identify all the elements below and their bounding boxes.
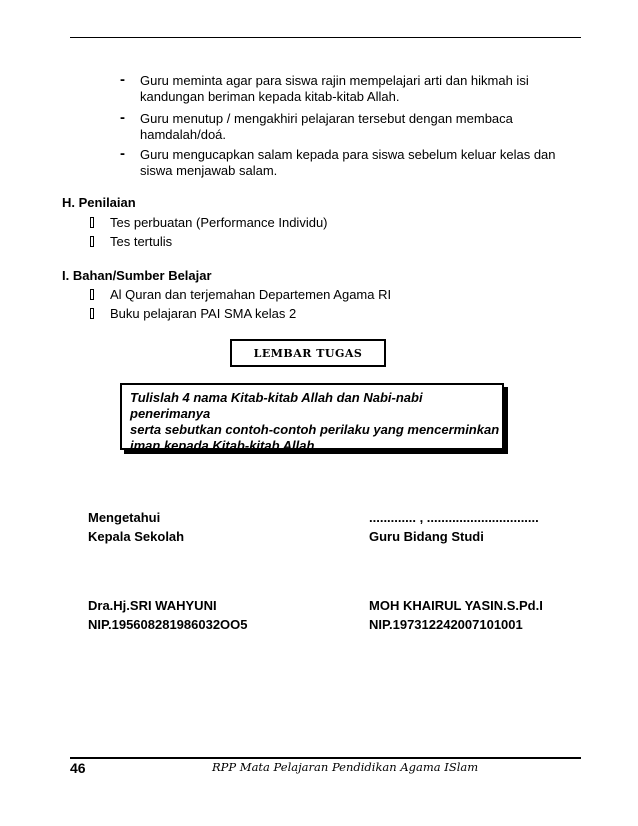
sign-right-nip: NIP.197312242007101001 bbox=[369, 617, 523, 632]
task-line: iman kepada Kitab-kitab Allah. bbox=[130, 438, 319, 453]
sign-left-name: Dra.Hj.SRI WAHYUNI bbox=[88, 598, 217, 613]
list-item: Tes perbuatan (Performance Individu) bbox=[110, 215, 328, 230]
sign-right-line1: ............. , ............................... bbox=[369, 510, 539, 525]
list-item-line: Guru mengucapkan salam kepada para siswa sebelum keluar kelas dan bbox=[140, 147, 556, 162]
task-box bbox=[120, 383, 504, 453]
bullet-icon bbox=[90, 306, 94, 322]
section-heading: H. Penilaian bbox=[62, 195, 136, 210]
header-rule bbox=[70, 37, 581, 38]
list-item-line: hamdalah/doá. bbox=[140, 127, 227, 142]
sign-left-nip: NIP.195608281986032OO5 bbox=[88, 617, 248, 632]
list-item: Al Quran dan terjemahan Departemen Agama RI bbox=[110, 287, 392, 302]
footer-title: RPP Mata Pelajaran Pendidikan Agama ISlam bbox=[212, 760, 479, 774]
lembar-tugas-box bbox=[230, 339, 386, 367]
sign-left-line1: Mengetahui bbox=[88, 510, 161, 525]
page-number: 46 bbox=[70, 760, 86, 776]
bullet-icon bbox=[90, 234, 94, 250]
list-item: Tes tertulis bbox=[110, 234, 173, 249]
sign-right-line2: Guru Bidang Studi bbox=[369, 529, 484, 544]
dash-marker: - bbox=[120, 109, 125, 126]
bullet-icon bbox=[90, 287, 94, 303]
sign-right-name: MOH KHAIRUL YASIN.S.Pd.I bbox=[369, 598, 543, 613]
list-item-line: Guru menutup / mengakhiri pelajaran tersebut dengan membaca bbox=[140, 111, 513, 126]
sign-left-line2: Kepala Sekolah bbox=[88, 529, 185, 544]
dash-marker: - bbox=[120, 145, 125, 162]
list-item-line: siswa menjawab salam. bbox=[140, 163, 278, 178]
lembar-tugas-label: LEMBAR TUGAS bbox=[253, 346, 363, 360]
dash-marker: - bbox=[120, 71, 125, 88]
list-item-line: Guru meminta agar para siswa rajin mempelajari arti dan hikmah isi bbox=[140, 73, 529, 88]
footer-rule bbox=[70, 757, 581, 759]
section-heading: I. Bahan/Sumber Belajar bbox=[62, 268, 212, 283]
list-item-line: kandungan beriman kepada kitab-kitab Allah. bbox=[140, 89, 400, 104]
bullet-icon bbox=[90, 215, 94, 231]
task-line: serta sebutkan contoh-contoh perilaku yang mencerminkan bbox=[130, 422, 500, 437]
list-item: Buku pelajaran PAI SMA kelas 2 bbox=[110, 306, 297, 321]
task-line: Tulislah 4 nama Kitab-kitab Allah dan Nabi-nabi penerimanya bbox=[130, 390, 423, 421]
